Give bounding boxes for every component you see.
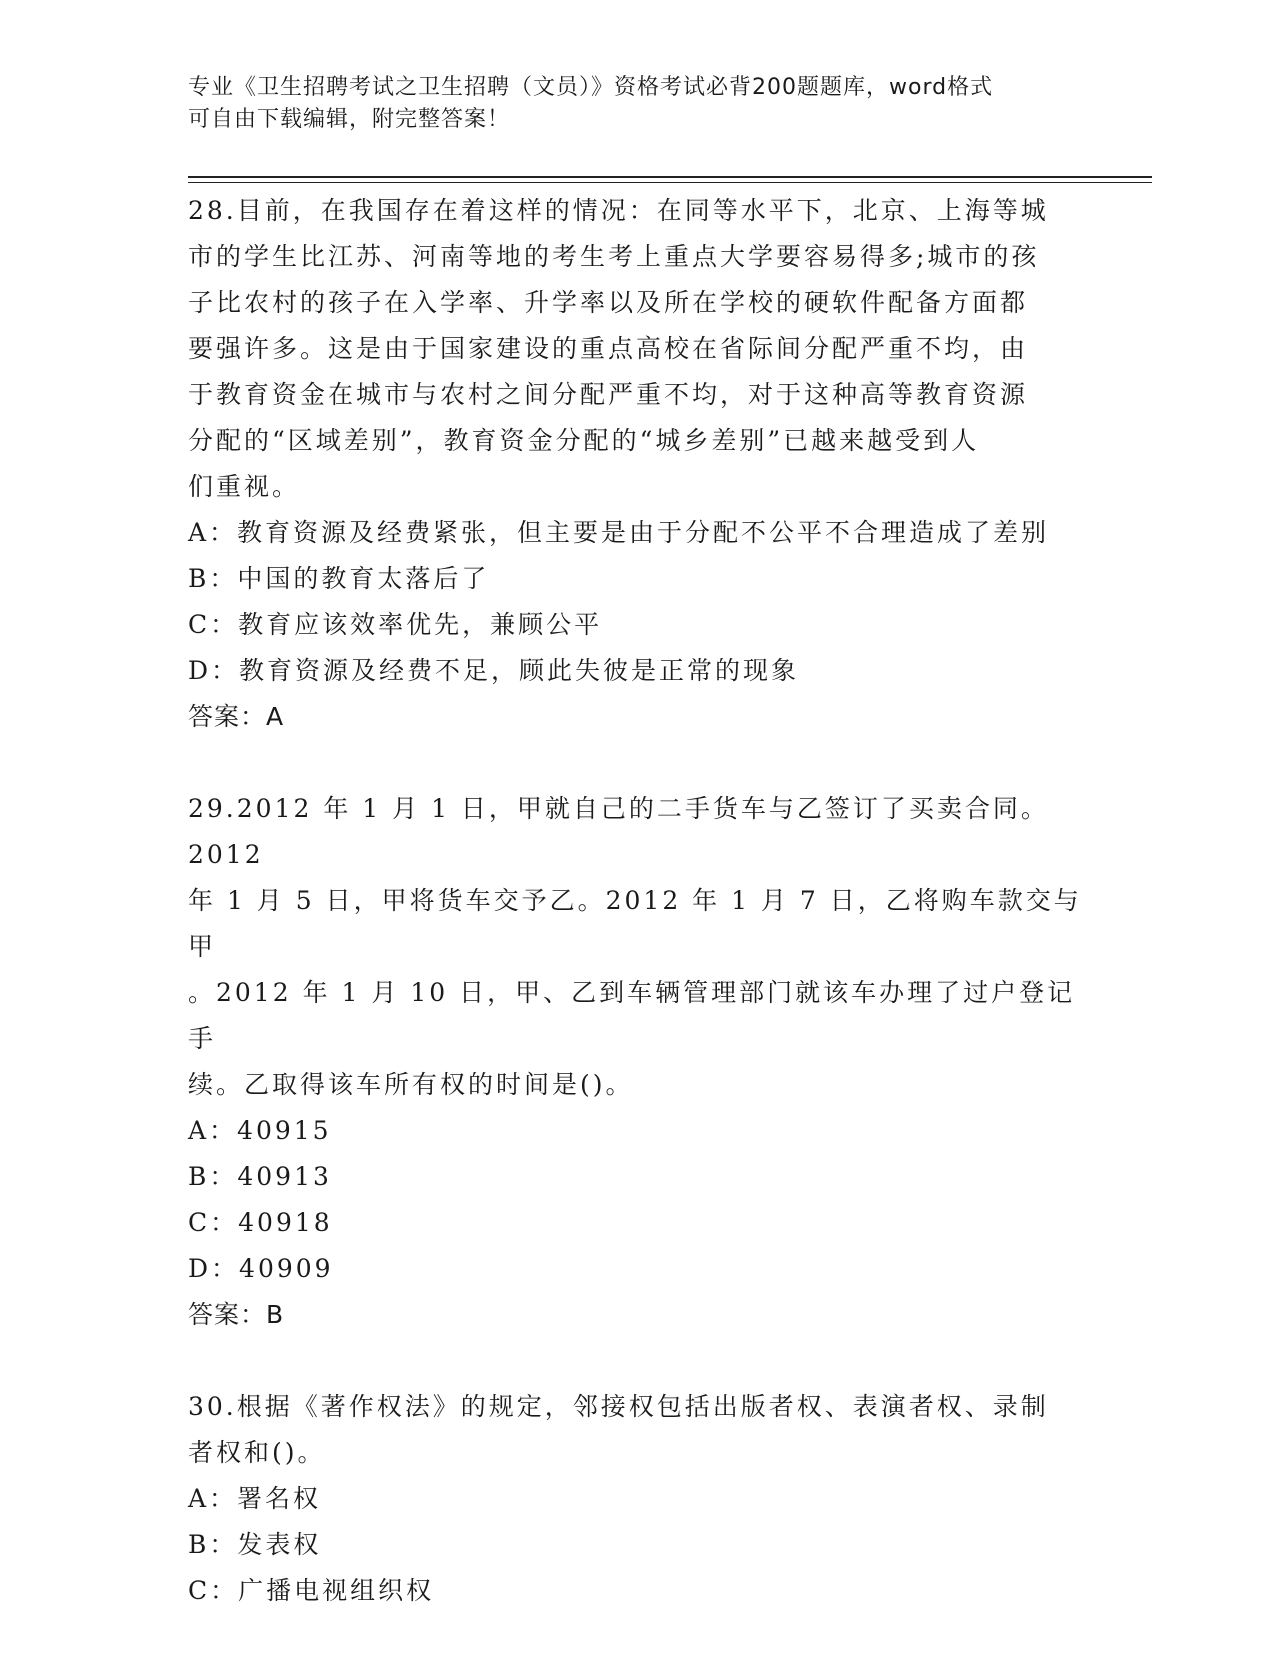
header-line-2: 可自由下载编辑，附完整答案！ bbox=[188, 107, 511, 132]
question-stem-line: 子比农村的孩子在入学率、升学率以及所在学校的硬软件配备方面都 bbox=[188, 288, 1029, 317]
question-stem-line: 年 1 月 5 日，甲将货车交予乙。2012 年 1 月 7 日，乙将购车款交与甲 bbox=[188, 886, 1082, 961]
question-stem-line: 28.目前，在我国存在着这样的情况：在同等水平下，北京、上海等城 bbox=[188, 196, 1049, 225]
option-c: C：广播电视组织权 bbox=[188, 1576, 435, 1605]
question-list bbox=[188, 188, 1088, 1660]
header-line-1: 专业《卫生招聘考试之卫生招聘（文员）》资格考试必背200题题库，word格式 bbox=[188, 75, 994, 100]
option-a: A：40915 bbox=[188, 1116, 332, 1145]
question-stem-line: 于教育资金在城市与农村之间分配严重不均，对于这种高等教育资源 bbox=[188, 380, 1029, 409]
question-stem-line: 30.根据《著作权法》的规定，邻接权包括出版者权、表演者权、录制 bbox=[188, 1392, 1049, 1421]
question-stem-line: 分配的“区域差别”，教育资金分配的“城乡差别”已越来越受到人 bbox=[188, 426, 980, 455]
question-stem-line: 要强许多。这是由于国家建设的重点高校在省际间分配严重不均，由 bbox=[188, 334, 1029, 363]
header-rule-thin bbox=[188, 182, 1152, 183]
option-b: B：40913 bbox=[188, 1162, 332, 1191]
question-30 bbox=[188, 1384, 1088, 1614]
document-header bbox=[188, 72, 1088, 136]
option-a: A：教育资源及经费紧张，但主要是由于分配不公平不合理造成了差别 bbox=[188, 518, 1050, 547]
header-rule-thick bbox=[188, 176, 1152, 178]
question-stem-line: 29.2012 年 1 月 1 日，甲就自己的二手货车与乙签订了买卖合同。2012 bbox=[188, 794, 1049, 869]
option-b: B：发表权 bbox=[188, 1530, 322, 1559]
option-d: D：40909 bbox=[188, 1254, 334, 1283]
question-stem-line: 们重视。 bbox=[188, 472, 301, 501]
question-stem-line: 续。乙取得该车所有权的时间是()。 bbox=[188, 1070, 634, 1099]
question-stem-line: 者权和()。 bbox=[188, 1438, 326, 1467]
answer: 答案：B bbox=[188, 1300, 285, 1329]
question-stem-line: 市的学生比江苏、河南等地的考生考上重点大学要容易得多;城市的孩 bbox=[188, 242, 1040, 271]
option-d: D：教育资源及经费不足，顾此失彼是正常的现象 bbox=[188, 656, 800, 685]
answer: 答案：A bbox=[188, 702, 285, 731]
option-a: A：署名权 bbox=[188, 1484, 322, 1513]
question-stem-line: 。2012 年 1 月 10 日，甲、乙到车辆管理部门就该车办理了过户登记手 bbox=[188, 978, 1076, 1053]
option-b: B：中国的教育太落后了 bbox=[188, 564, 490, 593]
option-c: C：教育应该效率优先，兼顾公平 bbox=[188, 610, 603, 639]
question-29 bbox=[188, 786, 1088, 1338]
question-28 bbox=[188, 188, 1088, 740]
option-c: C：40918 bbox=[188, 1208, 333, 1237]
